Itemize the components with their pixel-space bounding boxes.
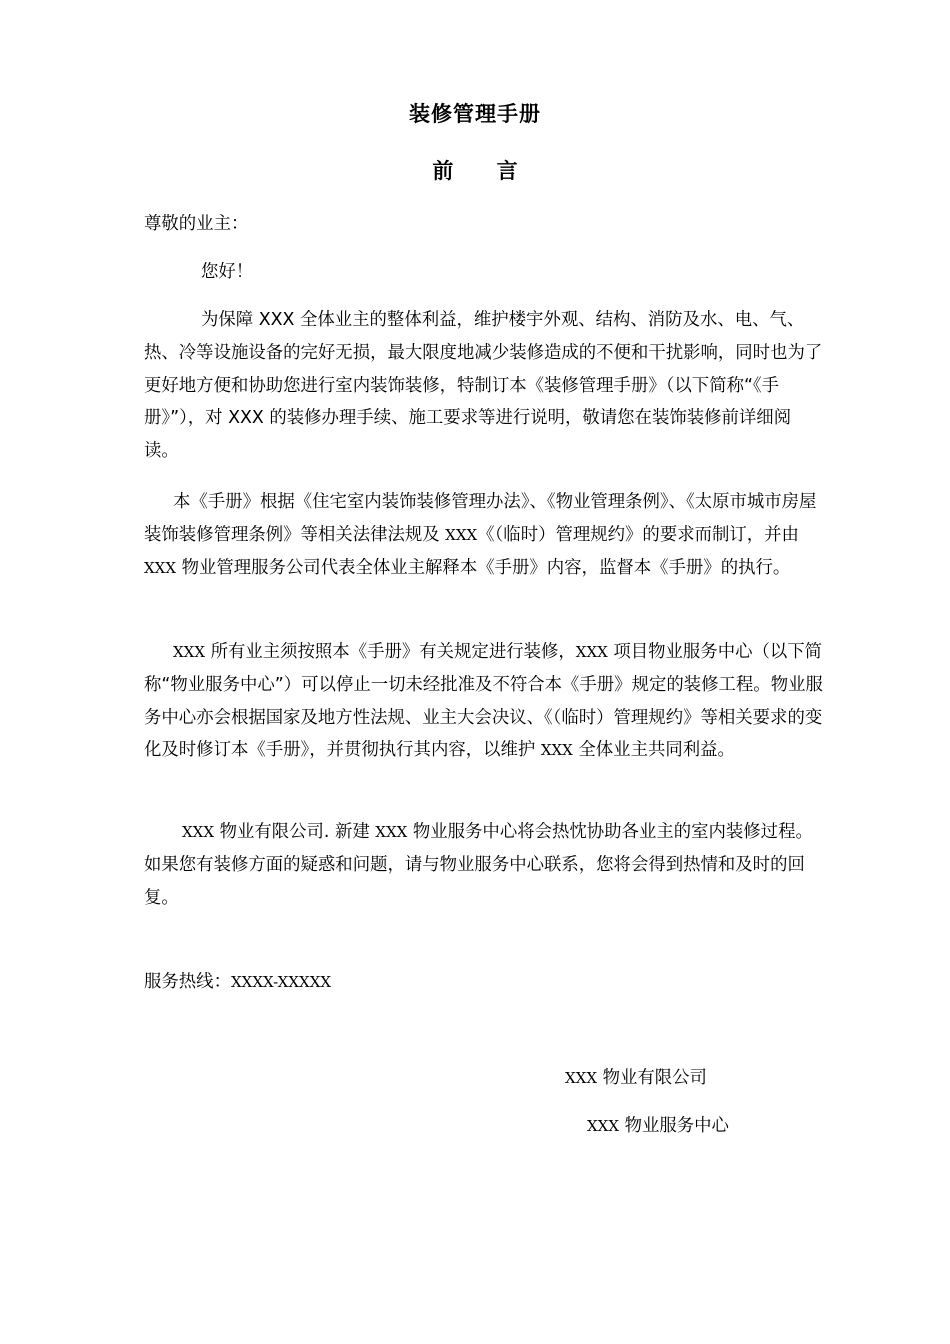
paragraph-text: 项目物业服务中心（以下简称“物业服务中心”）可以停止一切未经批准及不符合本《手册》规定的装修工程。物业服务中心亦会根据国家及地方性法规、业主大会决议、《（临时）管理规约》等相关要求的变化及时修订本《手册》，并贯彻执行其内容，以维护 (144, 642, 823, 761)
signature-text: 物业服务中心 (619, 1116, 729, 1136)
paragraph-text: 物业服务中心将会热忱协助各业主的室内装修过程。如果您有装修方面的疑惑和问题，请与物业服务中心联系，您将会得到热情和及时的回复。 (144, 822, 813, 908)
paragraph-support (144, 816, 824, 914)
paragraph-text: 全体业主共同利益。 (572, 740, 735, 761)
placeholder-code: XXX (182, 823, 215, 841)
salutation: 尊敬的业主： (144, 214, 249, 234)
document-title: 装修管理手册 (409, 102, 541, 126)
placeholder-code: XXX (445, 525, 478, 544)
placeholder-code: XXX (540, 741, 573, 760)
paragraph-text: 本《手册》根据《住宅室内装饰装修管理办法》、《物业管理条例》、《太原市城市房屋装饰装修管理条例》等相关法律法规及 (144, 492, 817, 545)
signature-text: 物业有限公司 (597, 1068, 707, 1088)
preface-heading: 前 言 (432, 159, 536, 183)
paragraph-compliance (144, 636, 824, 767)
paragraph-text: 物业管理服务公司代表全体业主解释本《手册》内容，监督本《手册》的执行。 (176, 557, 791, 578)
paragraph-text: 所有业主须按照本《手册》有关规定进行装修， (205, 642, 576, 662)
hotline-label: 服务热线： (144, 972, 231, 992)
hotline-number: XXXX-XXXXX (230, 973, 332, 991)
placeholder-code: XXX (575, 643, 608, 661)
placeholder-code: XXX (375, 823, 408, 841)
signature-company (565, 1062, 707, 1094)
placeholder-code: XXX (587, 1117, 620, 1135)
placeholder-code: XXX (565, 1069, 598, 1087)
paragraph-text: 物业有限公司. 新建 (214, 822, 376, 842)
signature-service-center (587, 1110, 729, 1142)
service-hotline (144, 966, 824, 999)
paragraph-legal-basis (144, 486, 824, 584)
greeting: 您好！ (201, 262, 254, 282)
paragraph-purpose: 为保障 XXX 全体业主的整体利益，维护楼宇外观、结构、消防及水、电、气、热、冷等设施设备的完好无损，最大限度地减少装修造成的不便和干扰影响，同时也为了更好地方便和协助您进行室内装饰装修，特制订本《装修管理手册》（以下简称“《手册》”），对 XXX 的装修办理手续、施工要求等进行说明，敬请您在装饰装修前详细阅读。 (144, 310, 823, 462)
paragraph-text: 《（临时）管理规约》的要求而制订，并由 (477, 524, 799, 545)
placeholder-code: XXX (173, 643, 206, 661)
placeholder-code: XXX (144, 558, 177, 577)
